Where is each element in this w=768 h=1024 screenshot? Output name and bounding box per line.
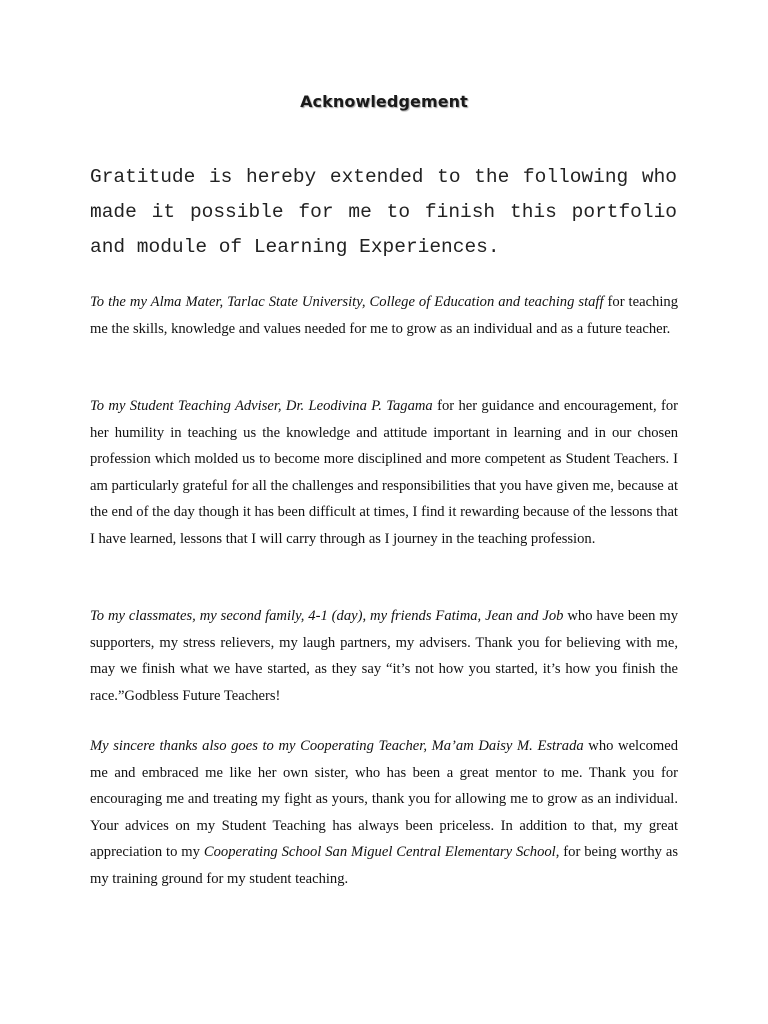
paragraph-italic-lead: My sincere thanks also goes to my Cooperating Teacher, Ma’am Daisy M. Estrada bbox=[90, 738, 584, 754]
paragraph-italic-lead: To my Student Teaching Adviser, Dr. Leodivina P. Tagama bbox=[90, 398, 433, 414]
paragraph-body: for teaching me the skills, knowledge and values needed for me to grow as an individual and as a future teacher. bbox=[90, 294, 678, 337]
paragraph-classmates bbox=[90, 603, 678, 709]
paragraph-body-end: , for being worthy as my training ground for my student teaching. bbox=[90, 844, 679, 887]
paragraph-body: who have been my supporters, my stress relievers, my laugh partners, my advisers. Thank you for believing with me, may we finish what we have started, as they say “it’s not how you started, it’s how you finish the race.”Godbless Future Teachers! bbox=[90, 608, 678, 704]
intro-paragraph: Gratitude is hereby extended to the following who made it possible for me to finish this portfolio and module of Learning Experiences. bbox=[90, 166, 677, 258]
paragraph-cooperating-teacher bbox=[90, 733, 678, 893]
page-title: Acknowledgement bbox=[300, 92, 468, 111]
paragraph-italic-lead: To my classmates, my second family, 4-1 (day), my friends Fatima, Jean and Job bbox=[90, 608, 564, 624]
paragraph-body: who welcomed me and embraced me like her own sister, who has been a great mentor to me. Thank you for encouraging me and treating my fight as yours, thank you for allowing me to grow as an individual. Your advices on my Student Teaching has always been priceless. In addition to that, my great appreciation to my bbox=[90, 738, 679, 861]
paragraph-italic-school: Cooperating School San Miguel Central Elementary School bbox=[203, 844, 556, 861]
paragraph-alma-mater bbox=[90, 289, 678, 342]
paragraph-adviser bbox=[90, 393, 678, 553]
paragraph-body: for her guidance and encouragement, for her humility in teaching us the knowledge and attitude important in learning and in our chosen profession which molded us to become more disciplined and more competent as Student Teachers. I am particularly grateful for all the challenges and responsibilities that you have given me, because at the end of the day though it has been difficult at times, I find it rewarding because of the lessons that I have learned, lessons that I will carry through as I journey in the teaching profession. bbox=[90, 398, 678, 547]
paragraph-italic-lead: To the my Alma Mater, Tarlac State University, College of Education and teaching staff bbox=[90, 294, 604, 310]
